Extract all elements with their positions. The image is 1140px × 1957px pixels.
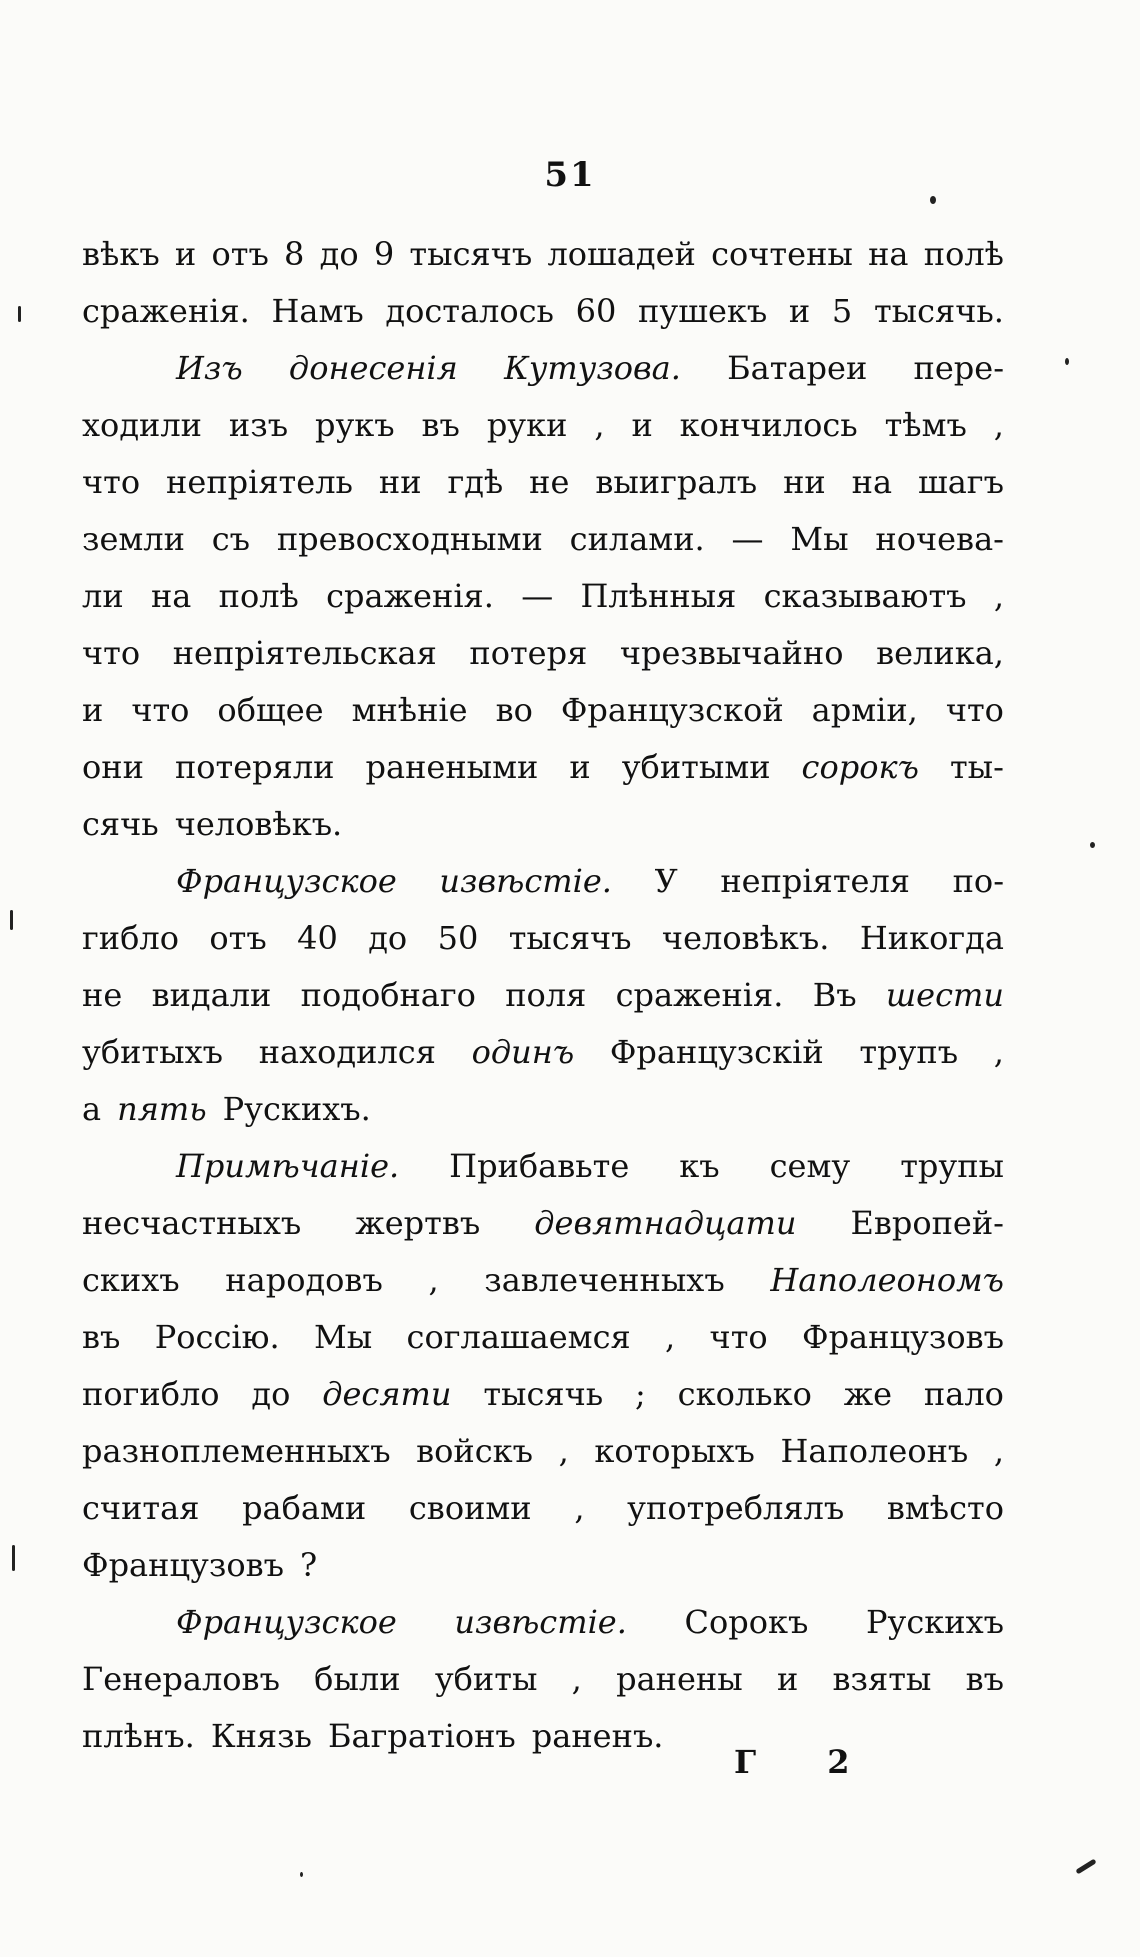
word: не	[529, 463, 570, 501]
word: и	[631, 406, 653, 444]
text-line	[82, 682, 1004, 739]
word: потеряли	[174, 748, 335, 786]
word: поля	[505, 976, 587, 1014]
word: изъ	[228, 406, 289, 444]
text-line	[82, 1423, 1004, 1480]
word: руки	[486, 406, 568, 444]
text-line	[82, 853, 1004, 910]
word: они	[82, 748, 144, 786]
word: Сорокъ	[684, 1603, 809, 1641]
word: что	[82, 634, 141, 672]
word: убитыхъ	[82, 1033, 223, 1071]
word: полѣ	[218, 577, 299, 615]
word: сочтены	[711, 235, 853, 273]
word: соглашаемся	[406, 1318, 631, 1356]
word: сраженія.	[82, 292, 250, 330]
text-line	[82, 1651, 1004, 1708]
text-line	[82, 1024, 1004, 1081]
word: рабами	[242, 1489, 367, 1527]
word: —	[731, 520, 764, 558]
word: Никогда	[859, 919, 1004, 957]
text-body	[82, 226, 1004, 1765]
word: тысячь.	[873, 292, 1004, 330]
word: ,	[558, 1432, 569, 1470]
italic-word: извѣстіе.	[439, 862, 612, 900]
italic-word: десяти	[322, 1375, 452, 1413]
word: Батареи	[727, 349, 868, 387]
signature-mark: Г 2	[734, 1743, 880, 1781]
word: убиты	[434, 1660, 538, 1698]
word: ,	[993, 1432, 1004, 1470]
ink-speck	[12, 1545, 15, 1571]
word: Намъ	[271, 292, 364, 330]
word: въ	[421, 406, 460, 444]
word: пало	[923, 1375, 1004, 1413]
ink-speck	[1090, 842, 1095, 848]
word: къ	[679, 1147, 720, 1185]
word: Мы	[790, 520, 849, 558]
italic-word: донесенія	[288, 349, 458, 387]
word: убитыми	[621, 748, 771, 786]
ink-speck	[1065, 358, 1069, 365]
word: отъ	[209, 919, 267, 957]
text-line	[82, 1537, 1004, 1594]
text-line	[82, 910, 1004, 967]
word: жертвъ	[355, 1204, 481, 1242]
word: кончилось	[679, 406, 858, 444]
text-line	[82, 1195, 1004, 1252]
word: Багратіонъ	[327, 1717, 516, 1755]
word: на	[851, 463, 893, 501]
word: ,	[993, 577, 1004, 615]
ink-speck	[18, 306, 21, 322]
word: были	[314, 1660, 401, 1698]
word: же	[843, 1375, 893, 1413]
word: ни	[783, 463, 826, 501]
word: пере-	[913, 349, 1004, 387]
word: чрезвычайно	[619, 634, 844, 672]
word: своими	[408, 1489, 532, 1527]
word: по-	[952, 862, 1004, 900]
word: Россію.	[154, 1318, 280, 1356]
italic-word: девятнадцати	[534, 1204, 797, 1242]
word: народовъ	[225, 1261, 383, 1299]
word: ?	[299, 1546, 318, 1584]
word: арміи,	[811, 691, 918, 729]
word: взяты	[832, 1660, 932, 1698]
word: что	[945, 691, 1004, 729]
word: что	[82, 463, 141, 501]
italic-word: Примѣчаніе.	[176, 1147, 400, 1185]
word: во	[495, 691, 533, 729]
word: ранены	[616, 1660, 743, 1698]
word: Европей-	[850, 1204, 1004, 1242]
word: гибло	[82, 919, 179, 957]
word: вѣкъ	[82, 235, 160, 273]
word: раненъ.	[531, 1717, 664, 1755]
text-line	[82, 1138, 1004, 1195]
text-line	[82, 1480, 1004, 1537]
word: тысячъ	[508, 919, 632, 957]
text-line	[82, 568, 1004, 625]
word: и	[569, 748, 591, 786]
word: ранеными	[365, 748, 539, 786]
word: ,	[993, 406, 1004, 444]
word: что	[131, 691, 190, 729]
text-line	[82, 796, 1004, 853]
word: превосходными	[276, 520, 543, 558]
text-line	[82, 283, 1004, 340]
ink-speck	[10, 910, 13, 930]
italic-word: извѣстіе.	[454, 1603, 627, 1641]
word: сячь	[82, 805, 159, 843]
text-line	[82, 1309, 1004, 1366]
word: общее	[217, 691, 324, 729]
word: сраженія.	[615, 976, 784, 1014]
word: сраженія.	[326, 577, 494, 615]
word: на	[868, 235, 909, 273]
word: ночева-	[875, 520, 1004, 558]
word: ,	[428, 1261, 439, 1299]
word: на	[150, 577, 192, 615]
word: 60	[575, 292, 617, 330]
word: сему	[769, 1147, 851, 1185]
word: подобнаго	[300, 976, 476, 1014]
text-line	[82, 1252, 1004, 1309]
word: ;	[635, 1375, 646, 1413]
word: потеря	[469, 634, 588, 672]
word: находился	[258, 1033, 436, 1071]
word: У	[654, 862, 678, 900]
italic-word: Французское	[176, 862, 397, 900]
word: 5	[831, 292, 853, 330]
word: силами.	[569, 520, 705, 558]
word: отъ	[211, 235, 269, 273]
italic-word: пять	[117, 1090, 207, 1128]
word: Прибавьте	[449, 1147, 630, 1185]
word: Рускихъ	[865, 1603, 1004, 1641]
word: употреблялъ	[627, 1489, 845, 1527]
word: Французскій	[609, 1033, 824, 1071]
word: несчастныхъ	[82, 1204, 302, 1242]
word: войскъ	[416, 1432, 534, 1470]
word: шагъ	[917, 463, 1004, 501]
word: Мы	[313, 1318, 373, 1356]
word: и	[788, 292, 811, 330]
word: сказываютъ	[763, 577, 967, 615]
text-line	[82, 1366, 1004, 1423]
word: Французовъ	[82, 1546, 284, 1584]
text-line	[82, 511, 1004, 568]
text-line	[82, 340, 1004, 397]
word: до	[319, 235, 359, 273]
word: ,	[574, 1489, 585, 1527]
word: ли	[82, 577, 124, 615]
text-line	[82, 1081, 1004, 1138]
word: считая	[82, 1489, 200, 1527]
word: и	[174, 235, 197, 273]
word: 40	[297, 919, 338, 957]
word: 50	[437, 919, 479, 957]
text-line	[82, 397, 1004, 454]
word: и	[82, 691, 104, 729]
italic-word: сорокъ	[801, 748, 919, 786]
ink-speck	[930, 196, 936, 204]
word: до	[368, 919, 408, 957]
word: Въ	[812, 976, 857, 1014]
word: непріятельская	[172, 634, 437, 672]
word: завлеченныхъ	[484, 1261, 725, 1299]
text-line	[82, 1594, 1004, 1651]
word: ты-	[949, 748, 1004, 786]
word: досталось	[385, 292, 554, 330]
word: непріятеля	[720, 862, 910, 900]
word: сколько	[677, 1375, 812, 1413]
word: выигралъ	[595, 463, 758, 501]
word: гдѣ	[447, 463, 504, 501]
word: видали	[151, 976, 272, 1014]
word: пушекъ	[638, 292, 768, 330]
word: земли	[82, 520, 185, 558]
word: разноплеменныхъ	[82, 1432, 391, 1470]
word: ,	[993, 1033, 1004, 1071]
word: полѣ	[923, 235, 1004, 273]
text-line	[82, 967, 1004, 1024]
word: въ	[82, 1318, 121, 1356]
italic-word: Кутузова.	[504, 349, 681, 387]
word: скихъ	[82, 1261, 180, 1299]
word: человѣкъ.	[661, 919, 830, 957]
word: ,	[571, 1660, 582, 1698]
word: которыхъ	[594, 1432, 755, 1470]
word: до	[251, 1375, 291, 1413]
word: трупъ	[859, 1033, 959, 1071]
word: непріятель	[166, 463, 353, 501]
word: а	[82, 1090, 102, 1128]
italic-word: Наполеономъ	[770, 1261, 1004, 1299]
word: человѣкъ.	[174, 805, 343, 843]
italic-word: Французское	[176, 1603, 397, 1641]
word: Рускихъ.	[222, 1090, 371, 1128]
word: —	[521, 577, 554, 615]
ink-speck	[1075, 1859, 1096, 1875]
italic-word: шести	[885, 976, 1004, 1014]
italic-word: Изъ	[176, 349, 243, 387]
word: въ	[965, 1660, 1004, 1698]
text-line	[82, 739, 1004, 796]
word: ,	[594, 406, 605, 444]
word: Наполеонъ	[780, 1432, 969, 1470]
word: трупы	[900, 1147, 1004, 1185]
word: Плѣнныя	[580, 577, 737, 615]
word: тѣмъ	[884, 406, 967, 444]
italic-word: одинъ	[471, 1033, 575, 1071]
word: тысячь	[483, 1375, 604, 1413]
word: вмѣсто	[886, 1489, 1004, 1527]
word: ни	[378, 463, 422, 501]
word: велика,	[876, 634, 1004, 672]
text-line	[82, 625, 1004, 682]
word: Французовъ	[802, 1318, 1004, 1356]
word: погибло	[82, 1375, 220, 1413]
text-line	[82, 454, 1004, 511]
word: Князь	[210, 1717, 312, 1755]
word: ходили	[82, 406, 202, 444]
word: и	[776, 1660, 799, 1698]
word: ,	[665, 1318, 676, 1356]
text-line	[82, 226, 1004, 283]
word: съ	[211, 520, 251, 558]
ink-speck	[300, 1872, 303, 1877]
word: мнѣніе	[351, 691, 468, 729]
word: Генераловъ	[82, 1660, 280, 1698]
page-number: 51	[544, 155, 596, 195]
word: плѣнъ.	[82, 1717, 195, 1755]
word: что	[709, 1318, 768, 1356]
word: 9	[373, 235, 395, 273]
word: Французской	[560, 691, 784, 729]
word: рукъ	[314, 406, 395, 444]
word: лошадей	[547, 235, 696, 273]
word: 8	[284, 235, 305, 273]
word: не	[82, 976, 123, 1014]
word: тысячъ	[409, 235, 533, 273]
